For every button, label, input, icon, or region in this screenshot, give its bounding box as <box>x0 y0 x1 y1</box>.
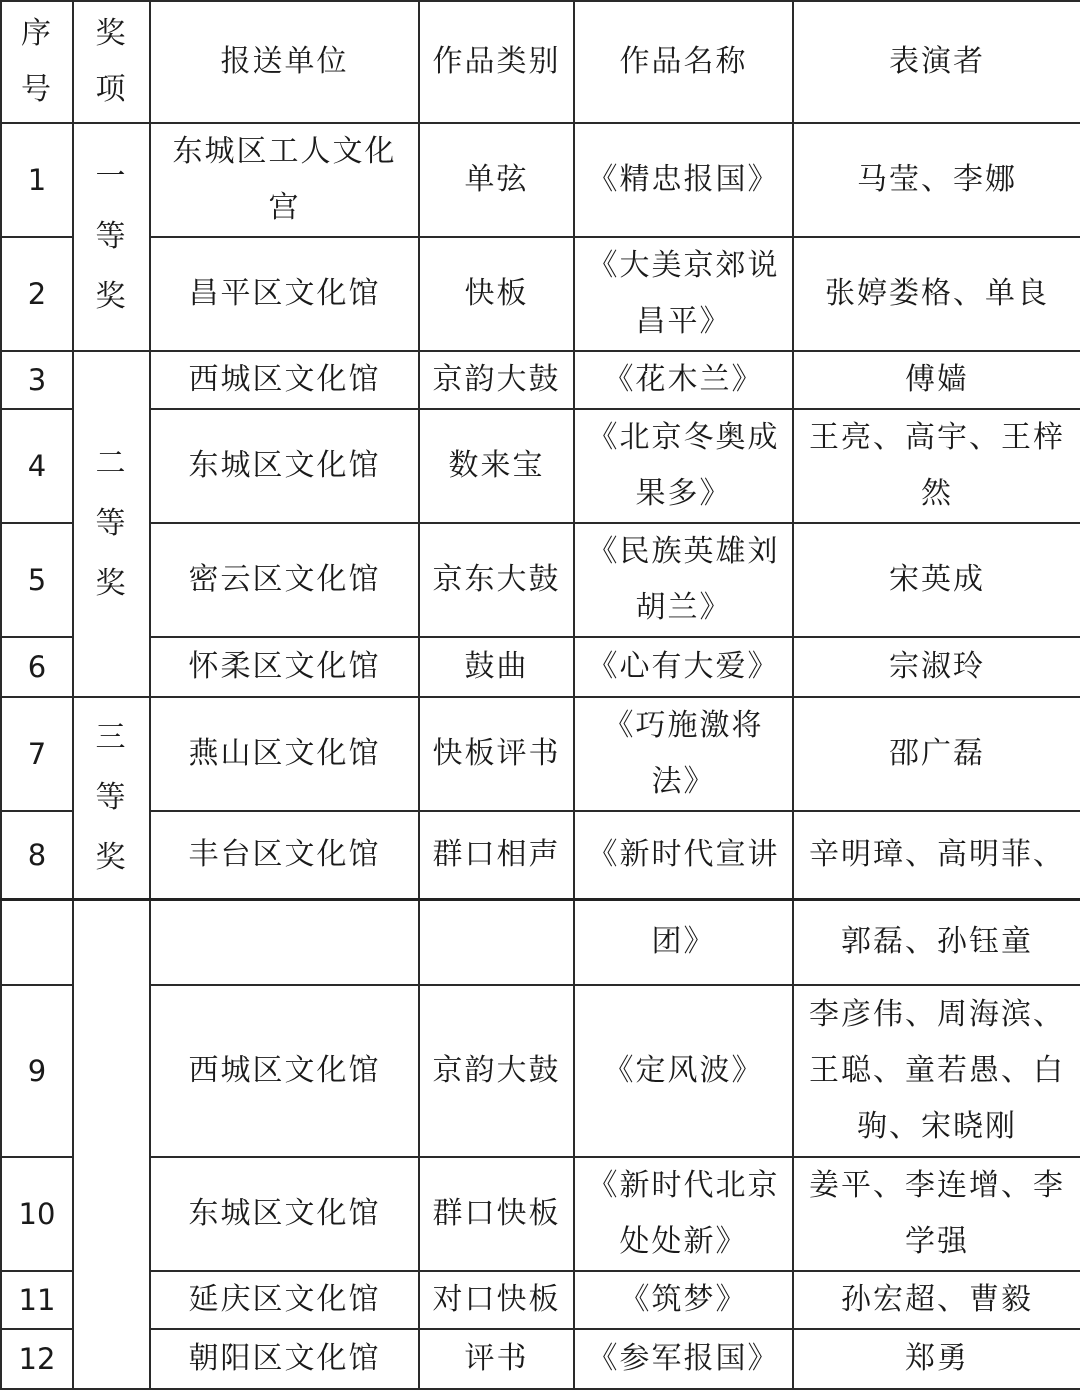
row-no: 12 <box>1 1329 73 1389</box>
table-row <box>1 351 1080 409</box>
row-unit: 西城区文化馆 <box>150 351 419 409</box>
row-no: 7 <box>1 697 73 811</box>
header-performer: 表演者 <box>793 1 1080 123</box>
row-performer: 张婷娄格、单良 <box>793 237 1080 351</box>
row-performer: 傅嫱 <box>793 351 1080 409</box>
row-category: 快板评书 <box>419 697 574 811</box>
row-title: 《心有大爱》 <box>574 637 793 697</box>
row-category <box>419 899 574 985</box>
row-category: 鼓曲 <box>419 637 574 697</box>
row-no: 6 <box>1 637 73 697</box>
row-unit: 朝阳区文化馆 <box>150 1329 419 1389</box>
row-category: 数来宝 <box>419 409 574 523</box>
row-performer: 王亮、高宇、王梓 然 <box>793 409 1080 523</box>
row-title: 《大美京郊说 昌平》 <box>574 237 793 351</box>
row-title: 《巧施激将 法》 <box>574 697 793 811</box>
row-unit: 怀柔区文化馆 <box>150 637 419 697</box>
table-row <box>1 237 1080 351</box>
header-unit: 报送单位 <box>150 1 419 123</box>
row-no: 5 <box>1 523 73 637</box>
row-category: 对口快板 <box>419 1271 574 1329</box>
row-no: 4 <box>1 409 73 523</box>
row-unit: 燕山区文化馆 <box>150 697 419 811</box>
table-row <box>1 985 1080 1157</box>
award-third: 三 等 奖 <box>73 697 150 899</box>
header-category: 作品类别 <box>419 1 574 123</box>
table-row <box>1 637 1080 697</box>
row-performer: 宗淑玲 <box>793 637 1080 697</box>
row-performer: 宋英成 <box>793 523 1080 637</box>
header-award: 奖 项 <box>73 1 150 123</box>
table-row <box>1 697 1080 811</box>
row-title: 《北京冬奥成 果多》 <box>574 409 793 523</box>
row-category: 群口相声 <box>419 811 574 899</box>
row-title: 《新时代北京 处处新》 <box>574 1157 793 1271</box>
row-performer: 孙宏超、曹毅 <box>793 1271 1080 1329</box>
row-performer: 辛明璋、高明菲、 <box>793 811 1080 899</box>
row-title: 《定风波》 <box>574 985 793 1157</box>
row-title: 《新时代宣讲 <box>574 811 793 899</box>
row-title: 《民族英雄刘 胡兰》 <box>574 523 793 637</box>
row-category: 京东大鼓 <box>419 523 574 637</box>
row-title: 《筑梦》 <box>574 1271 793 1329</box>
row-no: 3 <box>1 351 73 409</box>
row-no: 10 <box>1 1157 73 1271</box>
table-row <box>1 1271 1080 1329</box>
header-no: 序 号 <box>1 1 73 123</box>
table-row <box>1 123 1080 237</box>
row-performer: 邵广磊 <box>793 697 1080 811</box>
row-title: 《参军报国》 <box>574 1329 793 1389</box>
row-category: 单弦 <box>419 123 574 237</box>
table-row <box>1 409 1080 523</box>
award-second: 二 等 奖 <box>73 351 150 697</box>
table-row <box>1 523 1080 637</box>
row-title: 《精忠报国》 <box>574 123 793 237</box>
row-title: 团》 <box>574 899 793 985</box>
header-row <box>1 1 1080 123</box>
row-unit: 东城区文化馆 <box>150 409 419 523</box>
table-row <box>1 1157 1080 1271</box>
row-unit: 东城区文化馆 <box>150 1157 419 1271</box>
row-category: 快板 <box>419 237 574 351</box>
row-no: 11 <box>1 1271 73 1329</box>
row-performer: 马莹、李娜 <box>793 123 1080 237</box>
row-no: 9 <box>1 985 73 1157</box>
award-first: 一 等 奖 <box>73 123 150 351</box>
row-performer: 李彦伟、周海滨、 王聪、童若愚、白 驹、宋晓刚 <box>793 985 1080 1157</box>
table-row-continued <box>1 899 1080 985</box>
award-empty <box>73 899 150 1389</box>
row-category: 群口快板 <box>419 1157 574 1271</box>
row-title: 《花木兰》 <box>574 351 793 409</box>
row-unit <box>150 899 419 985</box>
row-category: 评书 <box>419 1329 574 1389</box>
row-unit: 丰台区文化馆 <box>150 811 419 899</box>
row-unit: 东城区工人文化 宫 <box>150 123 419 237</box>
row-category: 京韵大鼓 <box>419 351 574 409</box>
row-unit: 昌平区文化馆 <box>150 237 419 351</box>
row-performer: 郑勇 <box>793 1329 1080 1389</box>
header-title: 作品名称 <box>574 1 793 123</box>
row-performer: 郭磊、孙钰童 <box>793 899 1080 985</box>
row-performer: 姜平、李连增、李 学强 <box>793 1157 1080 1271</box>
table-row <box>1 811 1080 899</box>
row-no: 8 <box>1 811 73 899</box>
table-row <box>1 1329 1080 1389</box>
row-unit: 密云区文化馆 <box>150 523 419 637</box>
row-no: 1 <box>1 123 73 237</box>
row-unit: 延庆区文化馆 <box>150 1271 419 1329</box>
row-category: 京韵大鼓 <box>419 985 574 1157</box>
row-unit: 西城区文化馆 <box>150 985 419 1157</box>
row-no: 2 <box>1 237 73 351</box>
row-no <box>1 899 73 985</box>
